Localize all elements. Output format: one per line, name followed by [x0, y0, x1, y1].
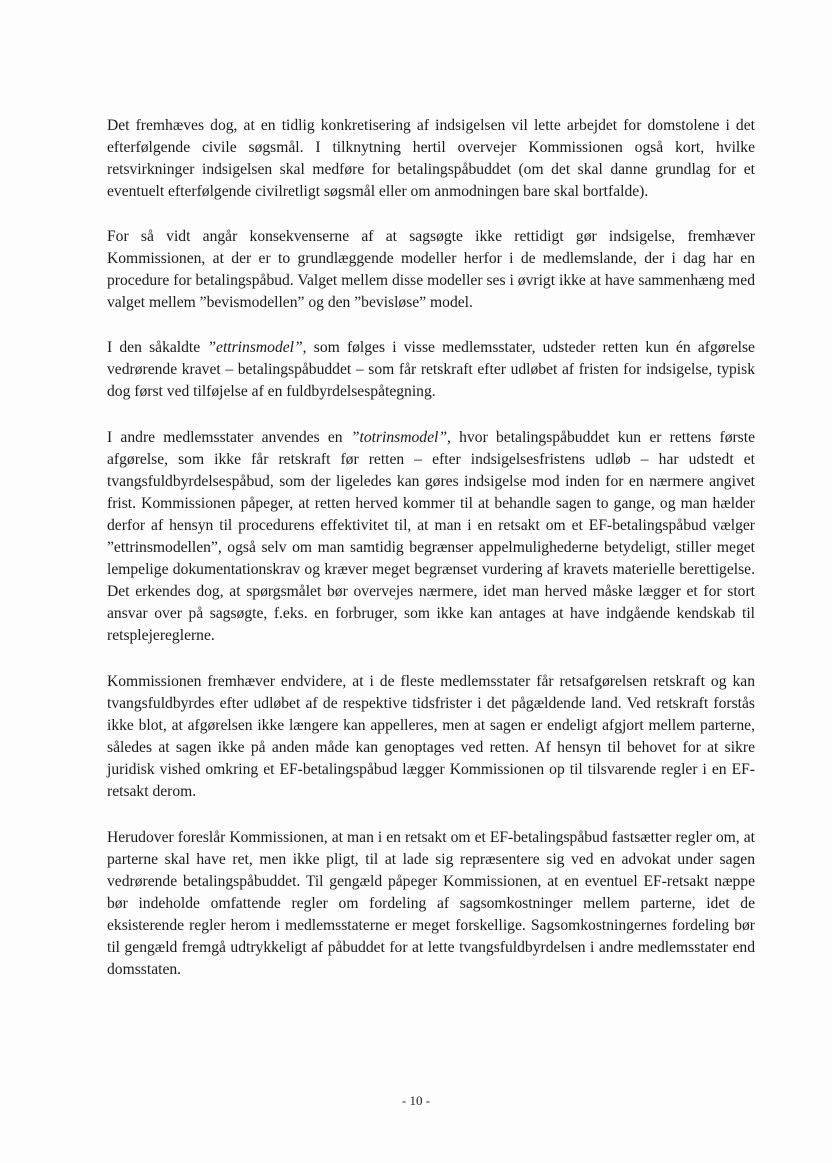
- paragraph-5: Kommissionen fremhæver endvidere, at i de fleste medlemsstater får retsafgørelsen retskraft og kan tvangsfuldbyrdes efter udløbet af de respektive tidsfrister i det pågældende land. Ved retskraft forstås ikke blot, at afgørelsen ikke længere kan appelleres, men at sagen er endeligt afgjort mellem parterne, således at sagen ikke på anden måde kan genoptages ved retten. Af hensyn til behovet for at sikre juridisk vished omkring et EF-betalingspåbud lægger Kommissionen op til tilsvarende regler i en EF-retsakt derom.: [107, 673, 755, 800]
- paragraph-1: Det fremhæves dog, at en tidlig konkretisering af indsigelsen vil lette arbejdet for domstolene i det efterfølgende civile søgsmål. I tilknytning hertil overvejer Kommissionen også kort, hvilke retsvirkninger indsigelsen skal medføre for betalingspåbuddet (om det skal danne grundlag for et eventuelt efterfølgende civilretligt søgsmål eller om anmodningen bare skal bortfalde).: [107, 117, 755, 200]
- paragraph-3-text-after: , som følges i visse medlemsstater, udsteder retten kun én afgørelse vedrørende kravet – betalingspåbuddet – som får retskraft efter udløbet af fristen for indsigelse, typisk dog først ved tilføjelse af en fuldbyrdelsespåtegning.: [107, 339, 755, 400]
- term-totrinsmodel: ”totrinsmodel”: [350, 429, 448, 446]
- paragraph-4-text-after: , hvor betalingspåbuddet kun er rettens første afgørelse, som ikke får retskraft før retten – efter indsigelsesfristens udløb – har udstedt et tvangsfuldbyrdelsespåbud, som der ligeledes kan gøres indsigelse mod inden for en nærmere angivet frist. Kommissionen påpeger, at retten herved kommer til at behandle sagen to gange, og man hælder derfor af hensyn til procedurens effektivitet til, at man i en retsakt om et EF-betalingspåbud vælger ”ettrinsmodellen”, også selv om man samtidig begrænser appelmulighederne betydeligt, stiller meget lempelige dokumentationskrav og kræver meget begrænset vurdering af kravets materielle berettigelse. Det erkendes dog, at spørgsmålet bør overvejes nærmere, idet man herved måske lægger et for stort ansvar over på sagsøgte, f.eks. en forbruger, som ikke kan antages at have indgående kendskab til retsplejereglerne.: [107, 429, 755, 644]
- paragraph-4: [107, 427, 755, 647]
- paragraph-3-text-before: I den såkaldte: [107, 339, 208, 356]
- paragraph-2: For så vidt angår konsekvenserne af at sagsøgte ikke rettidigt gør indsigelse, fremhæver Kommissionen, at der er to grundlæggende modeller herfor i de medlemslande, der i dag har en procedure for betalingspåbud. Valget mellem disse modeller ses i øvrigt ikke at have sammenhæng med valget mellem ”bevismodellen” og den ”bevisløse” model.: [107, 228, 755, 311]
- term-ettrinsmodel: ”ettrinsmodel”: [207, 339, 303, 356]
- paragraph-3: [107, 337, 755, 403]
- paragraph-4-text-before: I andre medlemsstater anvendes en: [107, 429, 351, 446]
- document-body: [107, 115, 755, 1003]
- page-number: - 10 -: [401, 1093, 431, 1108]
- paragraph-6: Herudover foreslår Kommissionen, at man i en retsakt om et EF-betalingspåbud fastsætter regler om, at parterne skal have ret, men ikke pligt, til at lade sig repræsentere sig ved en advokat under sagen vedrørende betalingspåbuddet. Til gengæld påpeger Kommissionen, at en eventuel EF-retsakt næppe bør indeholde omfattende regler om fordeling af sagsomkostninger mellem parterne, idet de eksisterende regler herom i medlemsstaterne er meget forskellige. Sagsomkostningernes fordeling bør til gengæld fremgå udtrykkeligt af påbuddet for at lette tvangsfuldbyrdelsen i andre medlemsstater end domsstaten.: [107, 829, 755, 978]
